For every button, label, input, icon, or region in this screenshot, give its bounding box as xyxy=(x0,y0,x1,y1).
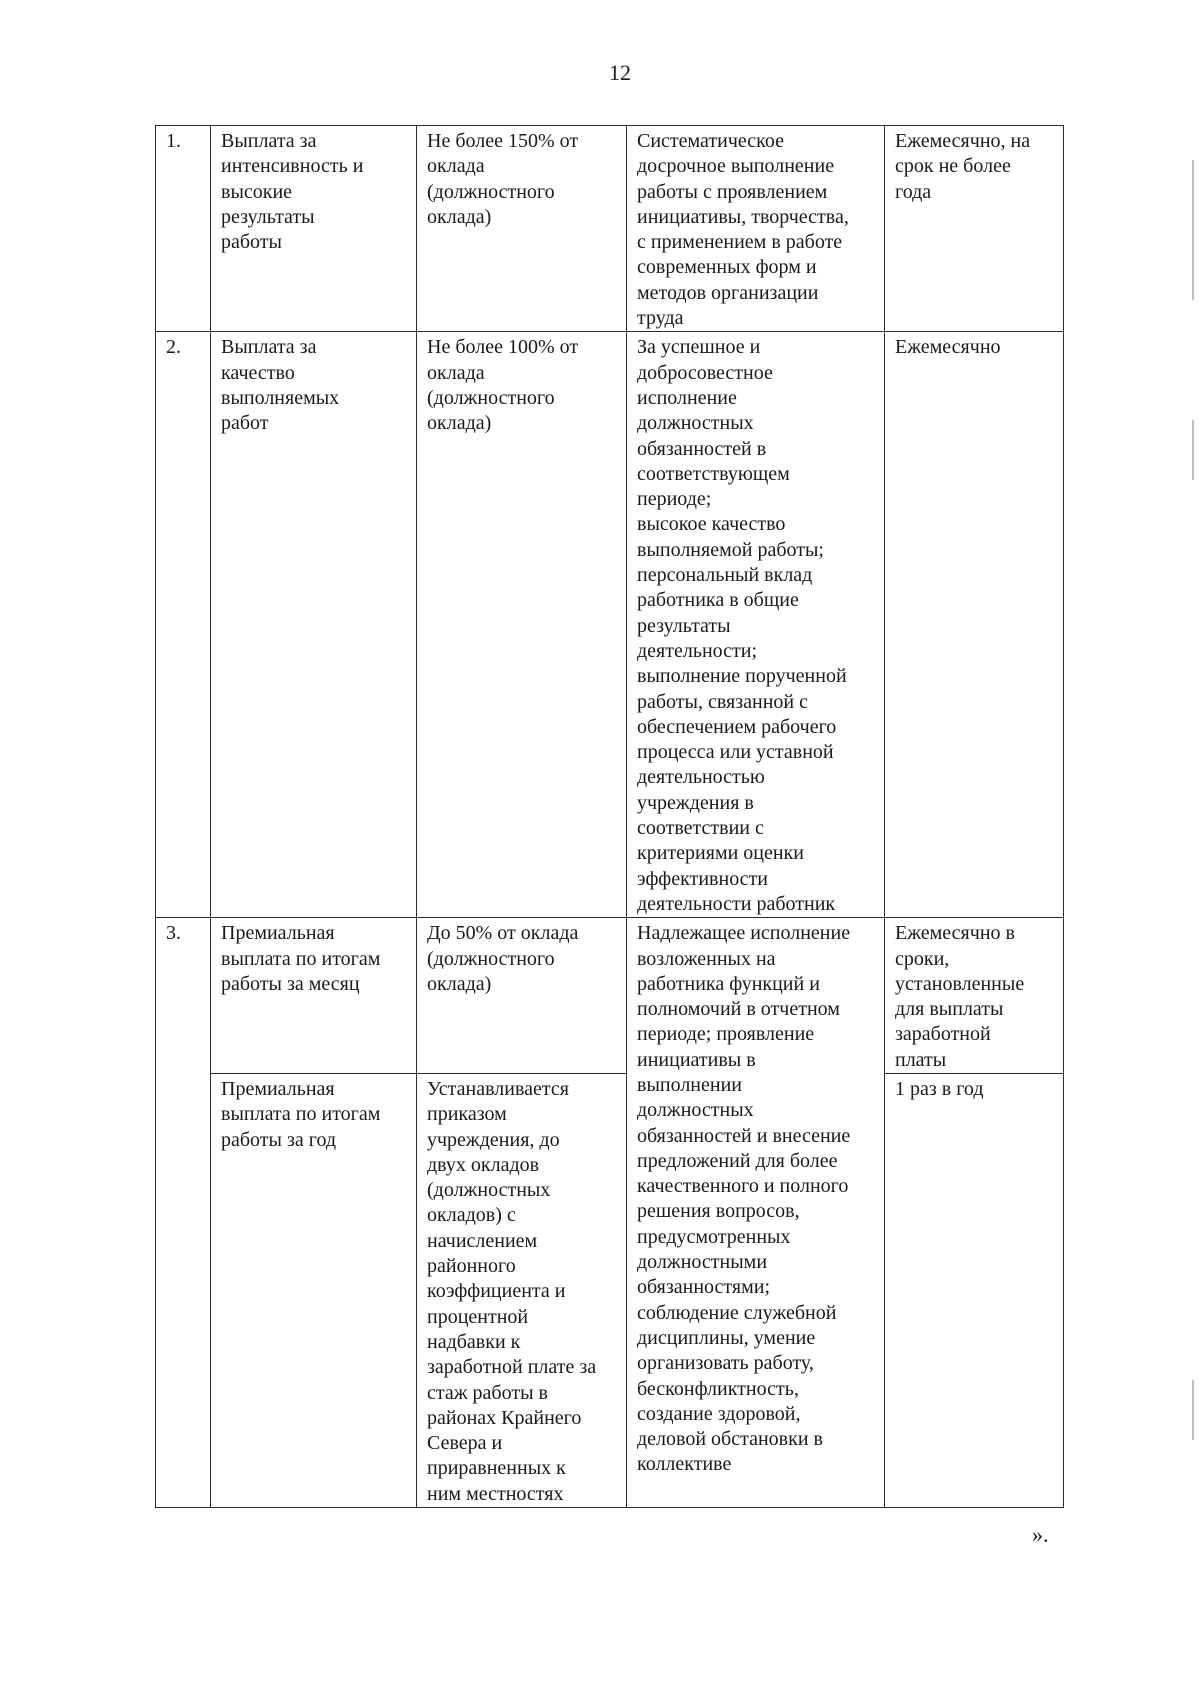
table-row xyxy=(156,918,1064,1074)
payment-frequency-cell xyxy=(885,126,1064,332)
payment-frequency-text: Ежемесячно xyxy=(895,336,1001,359)
payment-frequency-year-text: 1 раз в год xyxy=(895,1077,984,1100)
payment-conditions-text: Надлежащее исполнение возложенных на работника функций и полномочий в отчетном периоде; проявление инициативы в выполнении должностных обязанностей и внесение предложений для более качественного и полного решения вопросов, предусмотренных должностными обязанностями; соблюдение служебной дисциплины, умение организовать работу, бесконфликтность, создание здоровой, деловой обстановки в коллективе xyxy=(637,922,851,1476)
payment-amount-year-text: Устанавливается приказом учреждения, до двух окладов (должностных окладов) с начислением районного коэффициента и процентной надбавки к заработной плате за стаж работы в районах Крайнего Севера и приравненных к ним местностях xyxy=(427,1077,597,1505)
payment-type-cell xyxy=(211,918,417,1074)
payment-frequency-month-text: Ежемесячно в сроки, установленные для выплаты заработной платы xyxy=(895,922,1025,1071)
payment-type-cell xyxy=(211,126,417,332)
table-row xyxy=(156,1073,1064,1507)
payment-amount-cell xyxy=(417,918,627,1074)
payment-frequency-cell xyxy=(885,1073,1064,1507)
payment-frequency-cell xyxy=(885,918,1064,1074)
payment-frequency-text: Ежемесячно, на срок не более года xyxy=(895,130,1031,203)
payment-type-month-text: Премиальная выплата по итогам работы за месяц xyxy=(221,922,381,995)
payment-type-text: Выплата за качество выполняемых работ xyxy=(221,336,340,435)
table-row xyxy=(156,332,1064,918)
payment-conditions-cell xyxy=(627,918,885,1508)
payment-conditions-cell xyxy=(627,126,885,332)
payment-type-text: Выплата за интенсивность и высокие результаты работы xyxy=(221,130,364,254)
row-number: 3. xyxy=(156,918,211,1508)
payment-type-cell xyxy=(211,332,417,918)
scan-edge-mark xyxy=(1192,160,1194,300)
payment-amount-cell xyxy=(417,126,627,332)
scan-edge-mark xyxy=(1192,420,1194,480)
payment-conditions-cell xyxy=(627,332,885,918)
scan-edge-mark xyxy=(1192,1380,1194,1440)
payment-amount-cell xyxy=(417,1073,627,1507)
payment-type-cell xyxy=(211,1073,417,1507)
closing-quote-mark: ». xyxy=(1032,1522,1049,1547)
row-number: 1. xyxy=(156,126,211,332)
row-number: 2. xyxy=(156,332,211,918)
payment-amount-cell xyxy=(417,332,627,918)
payment-amount-text: Не более 150% от оклада (должностного оклада) xyxy=(427,130,579,228)
payment-frequency-cell xyxy=(885,332,1064,918)
payment-conditions-text: За успешное и добросовестное исполнение должностных обязанностей в соответствующем периоде; высокое качество выполняемой работы; персональный вклад работника в общие результаты деятельности; выполнение порученной работы, связанной с обеспечением рабочего процесса или уставной деятельностью учреждения в соответствии с критериями оценки эффективности деятельности работник xyxy=(637,336,847,915)
table-row xyxy=(156,126,1064,332)
payment-amount-text: Не более 100% от оклада (должностного оклада) xyxy=(427,336,579,435)
payments-table xyxy=(155,125,1064,1508)
payment-conditions-text: Систематическое досрочное выполнение работы с проявлением инициативы, творчества, с применением в работе современных форм и методов организации труда xyxy=(637,130,849,330)
page-number: 12 xyxy=(609,60,631,85)
payment-amount-month-text: До 50% от оклада (должностного оклада) xyxy=(427,922,579,995)
payment-type-year-text: Премиальная выплата по итогам работы за год xyxy=(221,1077,381,1151)
